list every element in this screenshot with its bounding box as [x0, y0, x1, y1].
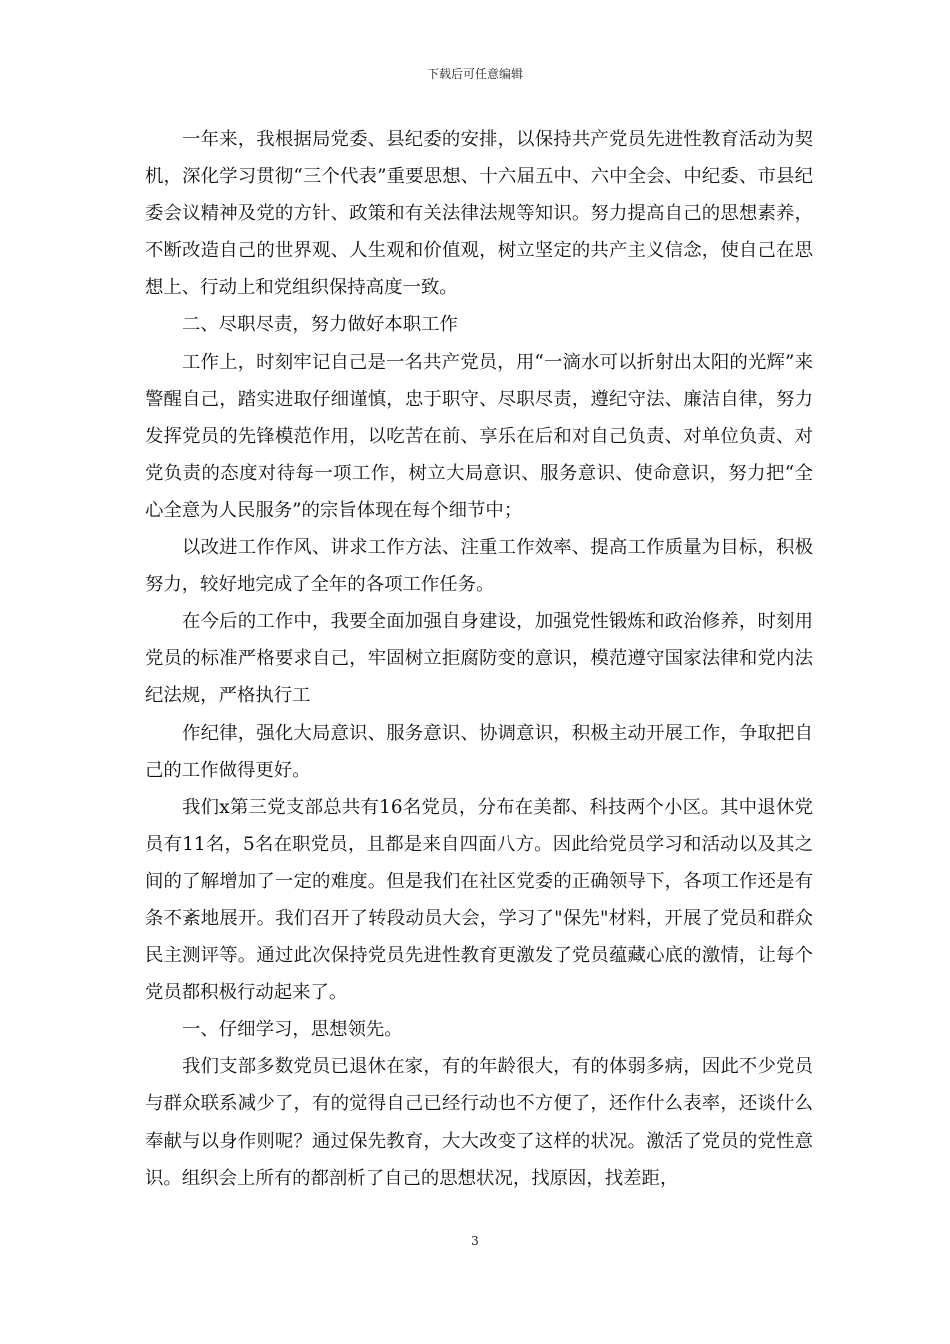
paragraph: 作纪律，强化大局意识、服务意识、协调意识，积极主动开展工作，争取把自己的工作做得更好。: [145, 722, 813, 781]
section-heading: 二、尽职尽责，努力做好本职工作: [182, 314, 458, 336]
section-heading: 一、仔细学习，思想领先。: [182, 1019, 403, 1041]
paragraph: 以改进工作作风、讲求工作方法、注重工作效率、提高工作质量为目标，积极努力，较好地完成了全年的各项工作任务。: [145, 537, 813, 596]
paragraph: 一年来，我根据局党委、县纪委的安排，以保持共产党员先进性教育活动为契机，深化学习贯彻“三个代表”重要思想、十六届五中、六中全会、中纪委、市县纪委会议精神及党的方针、政策和有关法律法规等知识。努力提高自己的思想素养，不断改造自己的世界观、人生观和价值观，树立坚定的共产主义信念，使自己在思想上、行动上和党组织保持高度一致。: [145, 129, 813, 299]
paragraph: 在今后的工作中，我要全面加强自身建设，加强党性锻炼和政治修养，时刻用党员的标准严格要求自己，牢固树立拒腐防变的意识，模范遵守国家法律和党内法纪法规，严格执行工: [145, 611, 813, 707]
page-header: 下载后可任意编辑: [426, 67, 523, 81]
page-number: 3: [471, 1234, 479, 1248]
paragraph: 我们x第三党支部总共有16名党员，分布在美都、科技两个小区。其中退休党员有11名，5名在职党员，且都是来自四面八方。因此给党员学习和活动以及其之间的了解增加了一定的难度。但是我们在社区党委的正确领导下，各项工作还是有条不紊地展开。我们召开了转段动员大会，学习了"保先"材料，开展了党员和群众民主测评等。通过此次保持党员先进性教育更激发了党员蕴藏心底的激情，让每个党员都积极行动起来了。: [145, 796, 813, 1004]
paragraph: 我们支部多数党员已退休在家，有的年龄很大，有的体弱多病，因此不少党员与群众联系减少了，有的觉得自己已经行动也不方便了，还作什么表率，还谈什么奉献与以身作则呢？通过保先教育，大大改变了这样的状况。激活了党员的党性意识。组织会上所有的都剖析了自己的思想状况，找原因，找差距，: [145, 1056, 813, 1189]
paragraph: 工作上，时刻牢记自己是一名共产党员，用“一滴水可以折射出太阳的光辉”来警醒自己，踏实进取仔细谨慎，忠于职守、尽职尽责，遵纪守法、廉洁自律，努力发挥党员的先锋模范作用，以吃苦在前、享乐在后和对自己负责、对单位负责、对党负责的态度对待每一项工作，树立大局意识、服务意识、使命意识，努力把“全心全意为人民服务”的宗旨体现在每个细节中；: [145, 351, 813, 521]
document-body: [145, 121, 813, 1197]
